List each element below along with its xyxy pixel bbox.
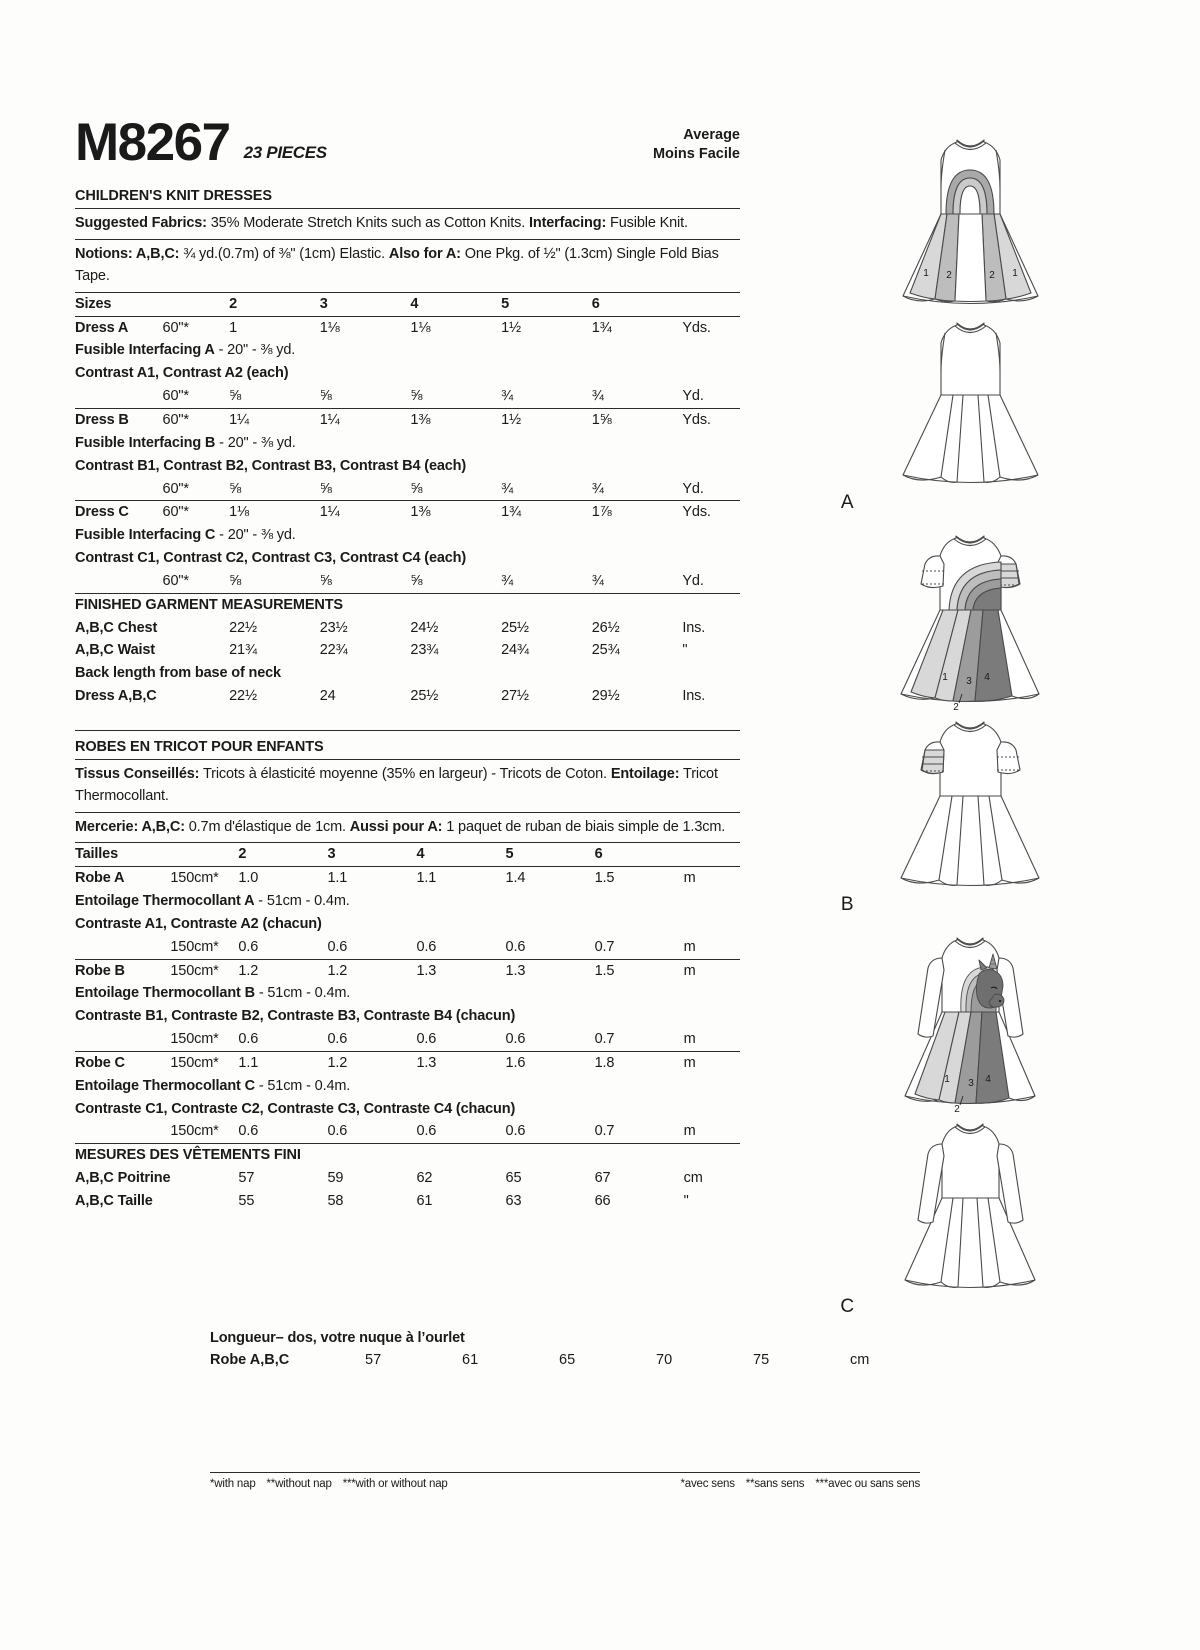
difficulty-fr: Moins Facile [652, 146, 740, 163]
unit: Ins. [682, 619, 706, 636]
fabric-width: 60"* [162, 572, 189, 589]
measurement-value: 21¾ [229, 642, 257, 659]
yardage-value: 0.6 [238, 1031, 259, 1048]
yardage-value: 1.1 [238, 1051, 327, 1074]
english-fabrics [75, 209, 740, 238]
note-row: Contraste A1, Contraste A2 (chacun) [75, 915, 322, 932]
panel-number-4: 4 [983, 672, 990, 683]
panel-number-2: 2 [953, 1104, 960, 1114]
measurement-value: 24¾ [501, 642, 529, 659]
view-a-front-illustration [883, 128, 1058, 313]
view-c-front-illustration [883, 924, 1058, 1114]
row-label: Robe B [75, 959, 170, 982]
unit: " [683, 1193, 689, 1209]
table-row [75, 524, 740, 547]
sizes-label: Tailles [75, 843, 170, 867]
measurement-value: 58 [327, 1193, 344, 1209]
english-notions [75, 240, 740, 292]
yardage-value: ⅝ [319, 480, 332, 497]
note-row: Contraste C1, Contraste C2, Contraste C3, Contraste C4 (chacun) [75, 1100, 516, 1117]
note-row: Entoilage Thermocollant B - 51cm - 0.4m. [75, 985, 351, 1002]
fabrics-label-fr: Tissus Conseillés: [75, 765, 200, 782]
panel-number-4: 1 [1011, 268, 1018, 279]
yardage-value: ¾ [501, 388, 514, 405]
yardage-value: ⅝ [410, 388, 423, 405]
pattern-number: M8267 [75, 113, 230, 172]
note-row: Entoilage Thermocollant C - 51cm - 0.4m. [75, 1077, 351, 1094]
backlength-value: 65 [559, 1352, 576, 1368]
table-row [75, 982, 740, 1005]
row-label: A,B,C Taille [75, 1193, 153, 1209]
french-fabrics [75, 760, 740, 812]
yardage-value: ⅝ [229, 480, 242, 497]
yardage-value: 1.2 [327, 1051, 416, 1074]
measurement-value: 25½ [501, 619, 529, 636]
table-row [75, 501, 740, 524]
panel-number-1: 1 [922, 268, 929, 279]
fabric-width: 150cm* [170, 959, 238, 982]
fabric-width: 60"* [162, 388, 189, 405]
yardage-value: 1.2 [327, 959, 416, 982]
size-header: 2 [238, 843, 327, 867]
measurement-value: 59 [327, 1170, 344, 1187]
yardage-value: 1.1 [417, 867, 506, 890]
table-row [75, 570, 740, 593]
measurement-value: 22¾ [319, 642, 348, 659]
view-a-back-illustration [883, 315, 1058, 490]
row-label: A,B,C Poitrine [75, 1170, 171, 1187]
notions-also-text-fr: 1 paquet de ruban de biais simple de 1.3cm. [442, 818, 726, 835]
measurement-value: 25¾ [591, 642, 620, 659]
notions-text-fr: 0.7m d'élastique de 1cm. [184, 818, 350, 835]
interfacing-text-fr: Tricot Thermocollant. [75, 765, 718, 805]
yardage-value: ¾ [501, 572, 514, 589]
french-backlength-table [210, 1351, 910, 1369]
yardage-value: 0.6 [327, 1123, 348, 1140]
table-row [75, 547, 740, 570]
measurement-value: 67 [594, 1170, 611, 1187]
panel-number-4: 4 [984, 1074, 991, 1085]
backlength-value: 70 [656, 1352, 673, 1368]
table-row [75, 316, 740, 339]
table-row [75, 362, 740, 385]
backlength-value: 75 [753, 1352, 770, 1368]
view-c-back-group [760, 1116, 1180, 1324]
table-row [75, 292, 740, 316]
unit: Yds. [682, 501, 740, 524]
yardage-value: 0.6 [327, 1031, 348, 1048]
panel-number-2: 2 [945, 270, 952, 281]
unit: Yds. [682, 316, 740, 339]
yardage-value: 0.6 [238, 1123, 259, 1140]
row-label: Robe A [75, 867, 170, 890]
yardage-value: 1⅛ [320, 316, 411, 339]
table-row [75, 385, 740, 408]
yardage-value: ⅝ [229, 572, 242, 589]
row-label [75, 570, 163, 593]
unit: m [684, 959, 740, 982]
french-backlength-title: Longueur– dos, votre nuque à l’ourlet [210, 1330, 465, 1346]
row-label: Dress A,B,C [75, 688, 157, 705]
footnote-item: *avec sens [680, 1478, 735, 1490]
footnote-item: **sans sens [745, 1478, 805, 1490]
table-row [75, 432, 740, 455]
yardage-value: 0.7 [594, 1031, 615, 1048]
yardage-value: 1.8 [595, 1051, 684, 1074]
yardage-value: 1¼ [320, 408, 411, 431]
unit: Yd. [682, 388, 704, 405]
yardage-value: ¾ [591, 572, 604, 589]
unit: m [684, 1051, 740, 1074]
notions-text: ¾ yd.(0.7m) of ⅜" (1cm) Elastic. [179, 245, 389, 262]
fabric-width: 150cm* [170, 938, 219, 955]
row-label [75, 1120, 170, 1143]
yardage-value: 1.1 [327, 867, 416, 890]
unit: Yd. [682, 572, 704, 589]
yardage-value: 1⅜ [410, 408, 501, 431]
row-label: Dress B [75, 408, 163, 431]
table-row [75, 478, 740, 501]
notions-label: Notions: A,B,C: [75, 245, 180, 262]
row-label: A,B,C Chest [75, 619, 158, 636]
fabrics-text-fr: Tricots à élasticité moyenne (35% en largeur) - Tricots de Coton. [199, 765, 611, 782]
measurement-value: 23¾ [410, 642, 439, 659]
notions-also-label-fr: Aussi pour A: [349, 818, 443, 835]
table-row [75, 867, 740, 890]
unit: cm [850, 1352, 870, 1368]
panel-number-3: 3 [965, 676, 972, 687]
backlength-value: 57 [365, 1352, 382, 1368]
fabric-width: 150cm* [170, 867, 238, 890]
row-label: Robe A,B,C [210, 1352, 290, 1368]
text-column [75, 113, 740, 1213]
note-row: Fusible Interfacing C - 20" - ⅜ yd. [75, 527, 296, 544]
notions-also-label: Also for A: [388, 245, 461, 262]
fabrics-label: Suggested Fabrics: [75, 215, 207, 232]
unit: " [682, 642, 688, 659]
english-section-title: CHILDREN'S KNIT DRESSES [75, 188, 272, 205]
view-b-front-illustration [883, 522, 1058, 712]
yardage-value: 1 [229, 316, 320, 339]
interfacing-text: Fusible Knit. [606, 215, 688, 232]
yardage-value: 1.6 [506, 1051, 595, 1074]
table-row [75, 959, 740, 982]
yardage-value: 1⅜ [410, 501, 501, 524]
footnotes-french [670, 1478, 920, 1490]
unit: m [683, 1123, 696, 1140]
note-row: Fusible Interfacing A - 20" - ⅜ yd. [75, 342, 296, 359]
fabric-width: 150cm* [170, 1123, 219, 1140]
notions-label-fr: Mercerie: A,B,C: [75, 818, 185, 835]
yardage-value: 0.6 [505, 1031, 526, 1048]
unit: m [684, 867, 740, 890]
yardage-value: 0.7 [594, 938, 615, 955]
yardage-value: 1¼ [229, 408, 320, 431]
yardage-value: 0.6 [416, 1123, 437, 1140]
backlength-value: 25½ [410, 688, 439, 705]
row-label: Dress C [75, 501, 163, 524]
note-row: Contraste B1, Contraste B2, Contraste B3, Contraste B4 (chacun) [75, 1008, 516, 1025]
table-row [75, 1167, 740, 1190]
yardage-value: 1.0 [238, 867, 327, 890]
yardage-value: ¾ [591, 388, 604, 405]
size-header: 5 [506, 843, 595, 867]
view-b-back-illustration [883, 714, 1058, 892]
difficulty-block [653, 126, 740, 168]
footnotes-english [210, 1478, 459, 1490]
row-label: Robe C [75, 1051, 170, 1074]
table-row [75, 617, 740, 640]
table-row [75, 339, 740, 362]
yardage-value: 1.3 [417, 959, 506, 982]
unit: m [683, 1031, 696, 1048]
row-label: Dress A [75, 316, 163, 339]
french-backlength-body [210, 1351, 910, 1369]
view-a-back-group [760, 315, 1180, 520]
size-header: 6 [592, 292, 683, 316]
view-a-group [760, 128, 1180, 313]
footnote-item: ***avec ou sans sens [815, 1478, 920, 1490]
yardage-value: 0.6 [505, 1123, 526, 1140]
yardage-value: 1½ [501, 408, 592, 431]
table-row [75, 1051, 740, 1074]
yardage-value: 0.6 [416, 938, 437, 955]
yardage-value: ⅝ [319, 388, 332, 405]
yardage-value: 0.6 [238, 938, 259, 955]
yardage-value: 1½ [501, 316, 592, 339]
yardage-value: 0.6 [505, 938, 526, 955]
header [75, 113, 740, 172]
yardage-value: ⅝ [410, 480, 423, 497]
measurement-value: 61 [416, 1193, 433, 1209]
fabric-width: 150cm* [170, 1031, 219, 1048]
yardage-value: ⅝ [229, 388, 242, 405]
table-row [75, 1005, 740, 1028]
yardage-value: 1⅝ [592, 408, 683, 431]
unit: cm [683, 1170, 703, 1187]
panel-number-3: 2 [988, 270, 995, 281]
fabrics-text: 35% Moderate Stretch Knits such as Cotton Knits. [206, 215, 529, 232]
yardage-value: 1.3 [417, 1051, 506, 1074]
french-backlength-block [210, 1330, 910, 1369]
footnotes [210, 1472, 920, 1490]
view-c-group [760, 924, 1180, 1114]
panel-number-2: 2 [952, 702, 959, 712]
yardage-value: ¾ [591, 480, 604, 497]
unit: Ins. [682, 688, 706, 705]
note-row: Contrast C1, Contrast C2, Contrast C3, Contrast C4 (each) [75, 550, 467, 567]
panel-number-1: 1 [941, 672, 948, 683]
size-header: 3 [327, 843, 416, 867]
unit: Yd. [682, 480, 704, 497]
backlength-value: 61 [462, 1352, 479, 1368]
measurement-value: 23½ [319, 619, 348, 636]
yardage-value: ⅝ [319, 572, 332, 589]
yardage-value: 0.6 [327, 938, 348, 955]
size-header: 3 [320, 292, 411, 316]
size-header: 5 [501, 292, 592, 316]
table-row [75, 685, 740, 708]
table-row [75, 455, 740, 478]
fabric-width: 150cm* [170, 1051, 238, 1074]
panel-number-3: 3 [967, 1078, 974, 1089]
english-yardage-table [75, 292, 740, 708]
measurement-value: 62 [416, 1170, 433, 1187]
sizes-label: Sizes [75, 292, 163, 316]
yardage-value: ⅝ [410, 572, 423, 589]
note-row: Contrast A1, Contrast A2 (each) [75, 365, 289, 382]
table-row [75, 890, 740, 913]
measurement-value: 55 [238, 1193, 255, 1209]
illustration-column [760, 128, 1180, 1326]
table-row [75, 1120, 740, 1143]
yardage-value: ¾ [501, 480, 514, 497]
view-c-back-illustration [883, 1116, 1058, 1294]
yardage-value: 1¾ [501, 501, 592, 524]
table-row [75, 1028, 740, 1051]
table-row [75, 936, 740, 959]
fabric-width: 60"* [162, 480, 189, 497]
finished-title: MESURES DES VÊTEMENTS FINI [75, 1144, 740, 1167]
yardage-value: 1.3 [506, 959, 595, 982]
fabric-width: 60"* [163, 501, 230, 524]
backlength-title: Back length from base of neck [75, 665, 281, 682]
yardage-value: 1⅞ [592, 501, 683, 524]
size-header: 4 [410, 292, 501, 316]
table-row [75, 1075, 740, 1098]
yardage-value: 1⅛ [410, 316, 501, 339]
french-yardage-body [75, 843, 740, 1213]
table-row [210, 1351, 910, 1369]
piece-count: 23 PIECES [243, 143, 327, 163]
row-label [75, 385, 163, 408]
yardage-value: 0.7 [594, 1123, 615, 1140]
table-row [75, 1098, 740, 1121]
measurement-value: 22½ [229, 619, 257, 636]
note-row: Fusible Interfacing B - 20" - ⅜ yd. [75, 434, 296, 451]
footnote-item: *with nap [210, 1478, 256, 1490]
table-row [75, 639, 740, 662]
backlength-value: 22½ [229, 688, 257, 705]
row-label [75, 936, 170, 959]
yardage-value: 0.6 [416, 1031, 437, 1048]
notions-also-text: One Pkg. of ½" (1.3cm) Single Fold Bias Tape. [75, 245, 719, 285]
table-row [75, 1190, 740, 1213]
table-row [75, 408, 740, 431]
yardage-value: 1.2 [238, 959, 327, 982]
unit: Yds. [682, 408, 740, 431]
view-label-a: A [840, 492, 855, 513]
yardage-value: 1.5 [595, 959, 684, 982]
row-label [75, 1028, 170, 1051]
row-label [75, 478, 163, 501]
difficulty-en: Average [683, 127, 740, 144]
french-section-title: ROBES EN TRICOT POUR ENFANTS [75, 738, 324, 755]
table-row [75, 843, 740, 867]
fabric-width: 60"* [163, 408, 230, 431]
backlength-value: 24 [319, 688, 336, 705]
view-label-b: B [840, 894, 855, 915]
table-row [75, 662, 740, 685]
backlength-value: 27½ [501, 688, 529, 705]
yardage-value: 1.4 [506, 867, 595, 890]
measurement-value: 63 [505, 1193, 522, 1209]
french-notions [75, 813, 740, 842]
measurement-value: 57 [238, 1170, 255, 1187]
backlength-value: 29½ [591, 688, 620, 705]
panel-number-1: 1 [943, 1074, 950, 1085]
view-b-back-group [760, 714, 1180, 922]
row-label: A,B,C Waist [75, 642, 155, 659]
note-row: Entoilage Thermocollant A - 51cm - 0.4m. [75, 893, 350, 910]
measurement-value: 65 [505, 1170, 522, 1187]
english-yardage-body [75, 292, 740, 708]
french-yardage-table [75, 842, 740, 1213]
footnote-item: **without nap [266, 1478, 332, 1490]
yardage-value: 1⅛ [229, 501, 320, 524]
view-b-group [760, 522, 1180, 712]
footnote-item: ***with or without nap [342, 1478, 448, 1490]
measurement-value: 24½ [410, 619, 439, 636]
size-header: 4 [417, 843, 506, 867]
yardage-value: 1.5 [595, 867, 684, 890]
size-header: 6 [595, 843, 684, 867]
interfacing-label-fr: Entoilage: [610, 765, 680, 782]
interfacing-label: Interfacing: [529, 215, 607, 232]
table-row [75, 1144, 740, 1167]
unit: m [683, 938, 696, 955]
yardage-value: 1¾ [592, 316, 683, 339]
finished-title: FINISHED GARMENT MEASUREMENTS [75, 593, 740, 616]
size-header: 2 [229, 292, 320, 316]
table-row [75, 913, 740, 936]
yardage-value: 1¼ [320, 501, 411, 524]
note-row: Contrast B1, Contrast B2, Contrast B3, Contrast B4 (each) [75, 457, 467, 474]
measurement-value: 66 [594, 1193, 611, 1209]
view-label-c: C [840, 1296, 855, 1317]
measurement-value: 26½ [591, 619, 620, 636]
fabric-width: 60"* [163, 316, 230, 339]
table-row [75, 593, 740, 616]
